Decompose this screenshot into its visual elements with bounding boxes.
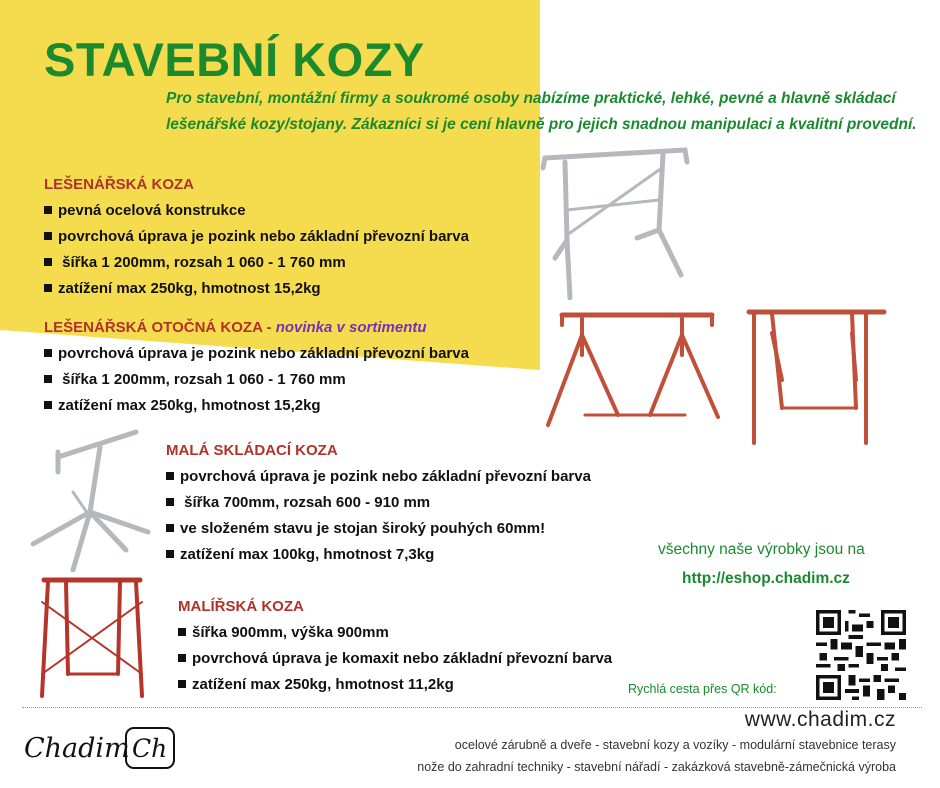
product-section-otocna-koza	[44, 315, 469, 419]
website-link[interactable]: www.chadim.cz	[744, 708, 896, 731]
square-bullet-icon	[44, 232, 52, 240]
feature-item: povrchová úprava je komaxit nebo základní převozní barva	[178, 646, 612, 672]
footer-line-1: ocelové zárubně a dveře - stavební kozy a vozíky - modulární stavebnice terasy	[454, 738, 896, 752]
square-bullet-icon	[166, 524, 174, 532]
feature-list	[44, 198, 469, 302]
eshop-note: všechny naše výrobky jsou na	[658, 541, 865, 558]
chadim-logo[interactable]	[22, 722, 182, 774]
feature-item: šířka 700mm, rozsah 600 - 910 mm	[166, 490, 591, 516]
painter-trestle-image	[38, 572, 146, 700]
qr-code-icon[interactable]	[816, 610, 906, 700]
square-bullet-icon	[178, 680, 186, 688]
feature-item: zatížení max 250kg, hmotnost 11,2kg	[178, 672, 612, 698]
feature-list	[178, 620, 612, 698]
feature-item: povrchová úprava je pozink nebo základní převozní barva	[44, 341, 469, 367]
feature-list	[44, 341, 469, 419]
square-bullet-icon	[44, 401, 52, 409]
new-product-badge: novinka v sortimentu	[275, 319, 427, 336]
feature-list	[166, 464, 591, 568]
feature-item: šířka 1 200mm, rozsah 1 060 - 1 760 mm	[44, 367, 469, 393]
product-heading: LEŠENÁŘSKÁ KOZA	[44, 176, 195, 193]
logo-wordmark: Chadim	[24, 733, 130, 764]
scaffold-trestle-image	[535, 140, 695, 300]
feature-item: pevná ocelová konstrukce	[44, 198, 469, 224]
product-section-mala-skladaci-koza	[166, 438, 591, 568]
square-bullet-icon	[178, 654, 186, 662]
eshop-link[interactable]: http://eshop.chadim.cz	[682, 570, 850, 587]
feature-item: šířka 900mm, výška 900mm	[178, 620, 612, 646]
square-bullet-icon	[166, 498, 174, 506]
square-bullet-icon	[166, 550, 174, 558]
small-folding-trestle-image	[28, 422, 158, 572]
feature-item: zatížení max 100kg, hmotnost 7,3kg	[166, 542, 591, 568]
square-bullet-icon	[166, 472, 174, 480]
swivel-trestle-image-side	[744, 298, 889, 446]
swivel-trestle-image-front	[540, 305, 725, 430]
qr-note: Rychlá cesta přes QR kód:	[628, 682, 777, 696]
intro-text: Pro stavební, montážní firmy a soukromé osoby nabízíme praktické, lehké, pevné a hlavně skládací lešenářské kozy/stojany. Zákazníci si je cení hlavně pro jejich snadnou manipulaci a kvalitní provední.	[166, 90, 917, 133]
page-title: STAVEBNÍ KOZY	[44, 33, 425, 86]
footer-line-2: nože do zahradní techniky - stavební nářadí - zakázková stavebně-zámečnická výroba	[417, 760, 896, 774]
feature-item: ve složeném stavu je stojan široký pouhých 60mm!	[166, 516, 591, 542]
square-bullet-icon	[44, 284, 52, 292]
feature-item: povrchová úprava je pozink nebo základní převozní barva	[44, 224, 469, 250]
product-heading: LEŠENÁŘSKÁ OTOČNÁ KOZA - novinka v sortimentu	[44, 319, 427, 336]
square-bullet-icon	[44, 206, 52, 214]
product-heading: MALÁ SKLÁDACÍ KOZA	[166, 442, 338, 459]
feature-item: zatížení max 250kg, hmotnost 15,2kg	[44, 393, 469, 419]
square-bullet-icon	[178, 628, 186, 636]
product-section-malirska-koza	[178, 594, 612, 698]
feature-item: šířka 1 200mm, rozsah 1 060 - 1 760 mm	[44, 250, 469, 276]
square-bullet-icon	[44, 349, 52, 357]
product-heading: MALÍŘSKÁ KOZA	[178, 598, 304, 615]
feature-item: povrchová úprava je pozink nebo základní převozní barva	[166, 464, 591, 490]
product-section-lesenarska-koza	[44, 172, 469, 302]
logo-mark: Ch	[132, 734, 168, 763]
square-bullet-icon	[44, 258, 52, 266]
square-bullet-icon	[44, 375, 52, 383]
feature-item: zatížení max 250kg, hmotnost 15,2kg	[44, 276, 469, 302]
